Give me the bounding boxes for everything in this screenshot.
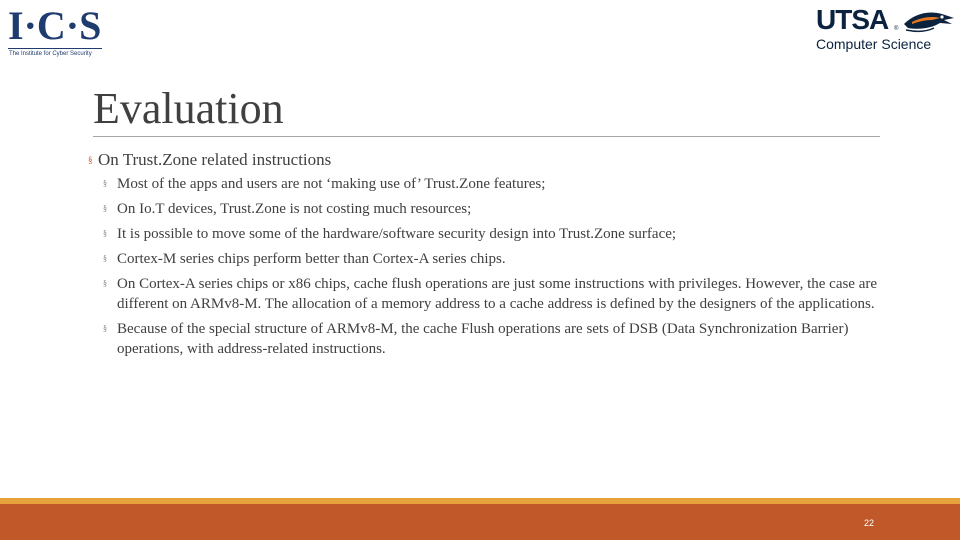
slide-content <box>88 149 878 364</box>
ics-logo-tagline: The Institute for Cyber Security <box>9 51 92 57</box>
bullet-icon: § <box>103 324 107 333</box>
bullet-icon: § <box>103 179 107 188</box>
ics-logo <box>8 4 118 62</box>
utsa-logo <box>816 4 956 54</box>
list-item-text: On Cortex-A series chips or x86 chips, cache flush operations are just some instructions with privileges. However, the case are different on ARMv8-M. The allocation of a memory address to a cache address is defined by the designers of the applications. <box>117 276 878 312</box>
list-item <box>88 249 878 269</box>
bullet-icon: § <box>103 279 107 288</box>
ics-logo-mark: I·C·S <box>8 3 102 48</box>
footer-bar <box>0 504 960 540</box>
list-item-text: Because of the special structure of ARMv8-M, the cache Flush operations are sets of DSB (Data Synchronization Barrier) operations, with address-related instructions. <box>117 321 849 357</box>
slide-title: Evaluation <box>93 84 284 133</box>
sub-bullet-list <box>88 174 878 359</box>
list-item-text: It is possible to move some of the hardware/software security design into Trust.Zone surface; <box>117 226 677 242</box>
list-item-text: Most of the apps and users are not ‘making use of’ Trust.Zone features; <box>117 176 546 192</box>
bullet-icon: § <box>103 204 107 213</box>
roadrunner-icon <box>902 8 956 36</box>
bullet-icon: § <box>103 229 107 238</box>
utsa-trademark: ® <box>894 26 899 32</box>
list-item <box>88 319 878 359</box>
ics-logo-rule <box>8 48 102 49</box>
list-item <box>88 199 878 219</box>
list-item <box>88 224 878 244</box>
list-item-text: On Io.T devices, Trust.Zone is not costing much resources; <box>117 201 472 217</box>
level1-text: On Trust.Zone related instructions <box>98 150 332 169</box>
page-number: 22 <box>864 518 875 528</box>
title-divider <box>93 136 880 137</box>
level1-bullet-item <box>88 149 878 171</box>
utsa-department: Computer Science <box>816 36 932 52</box>
bullet-icon: § <box>103 254 107 263</box>
utsa-logo-word: UTSA <box>816 4 889 35</box>
list-item <box>88 174 878 194</box>
list-item-text: Cortex-M series chips perform better than Cortex-A series chips. <box>117 251 506 267</box>
list-item <box>88 274 878 314</box>
bullet-icon: § <box>88 155 93 165</box>
